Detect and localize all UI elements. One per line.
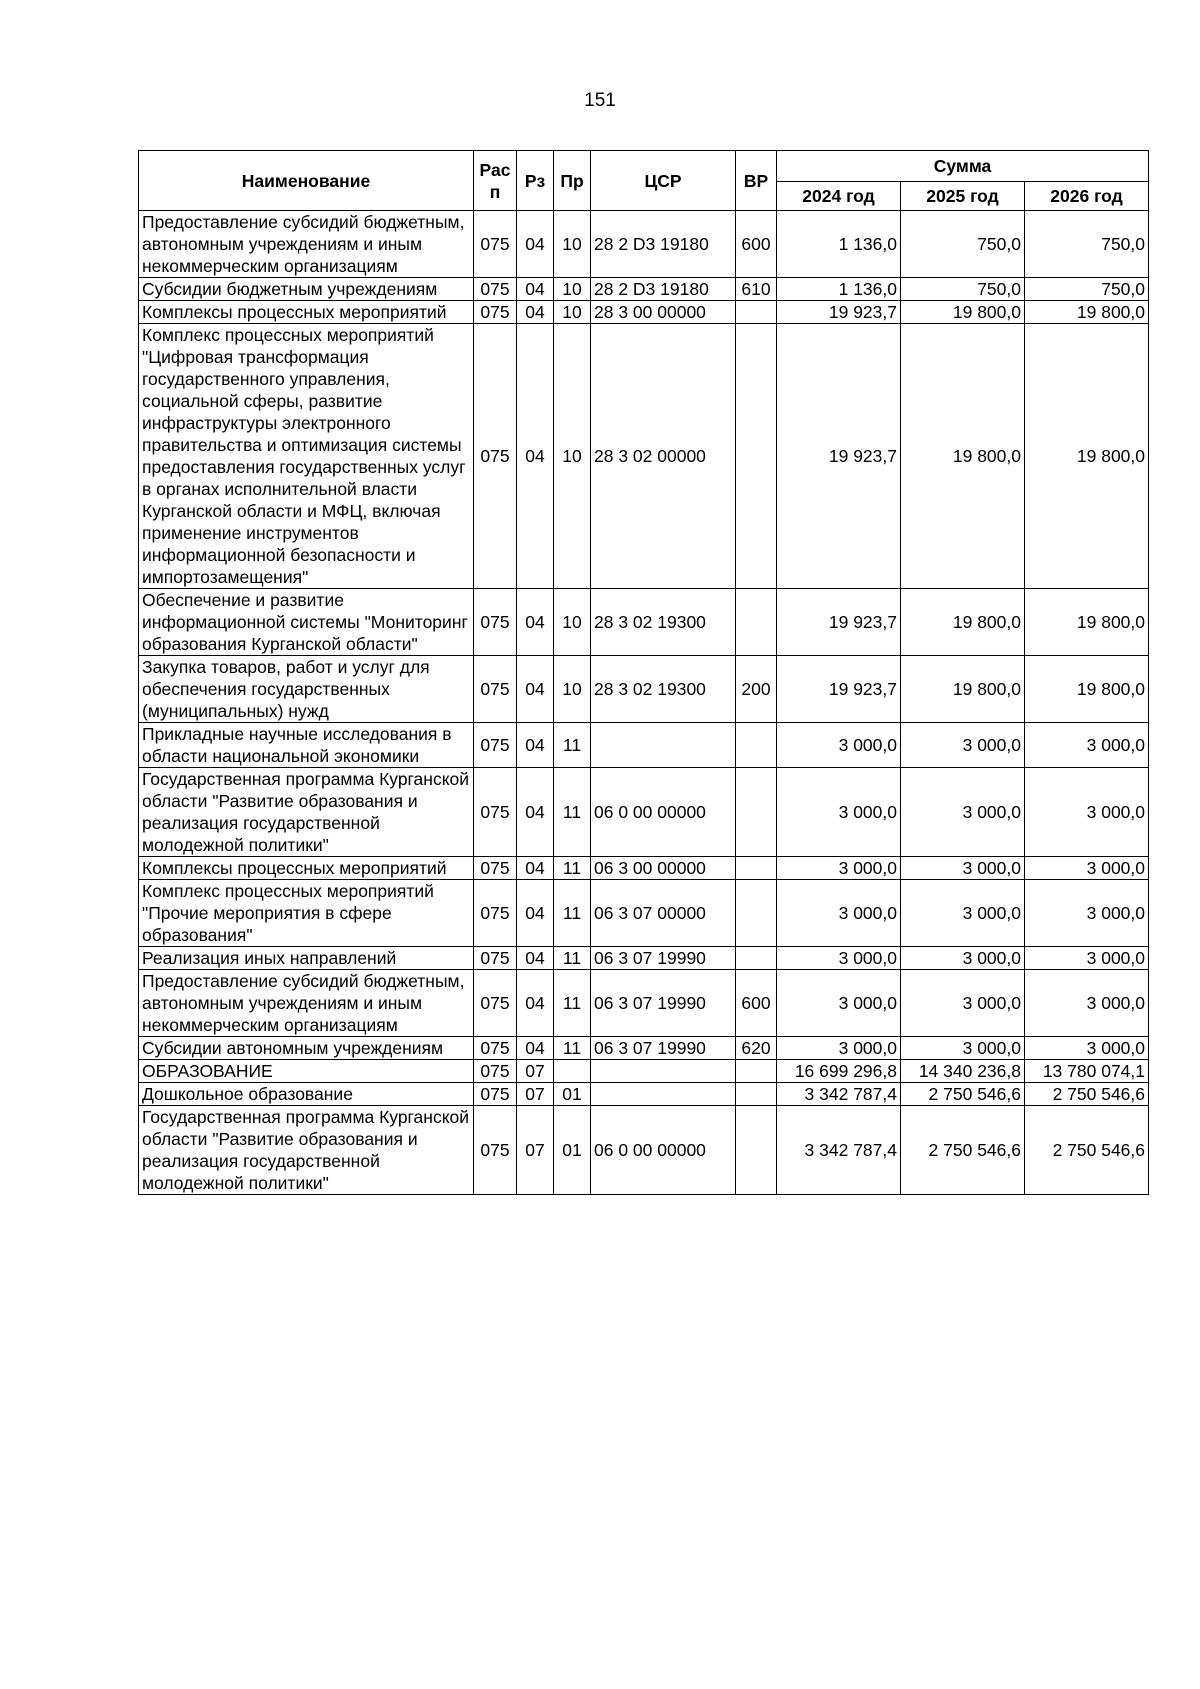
cell-name: Предоставление субсидий бюджетным, автономным учреждениям и иным некоммерческим организациям — [139, 211, 474, 278]
table-row — [139, 857, 1149, 880]
cell-pr: 11 — [554, 857, 591, 880]
cell-pr: 11 — [554, 768, 591, 857]
cell-vr: 600 — [736, 970, 777, 1037]
cell-rz: 04 — [517, 880, 554, 947]
cell-pr: 10 — [554, 656, 591, 723]
cell-rasp: 075 — [474, 947, 517, 970]
cell-name: Комплексы процессных мероприятий — [139, 301, 474, 324]
cell-rz: 04 — [517, 947, 554, 970]
cell-rasp: 075 — [474, 589, 517, 656]
cell-rz: 04 — [517, 1037, 554, 1060]
cell-sum-2025: 2 750 546,6 — [901, 1083, 1025, 1106]
cell-rasp: 075 — [474, 1037, 517, 1060]
cell-pr: 10 — [554, 278, 591, 301]
table-row — [139, 589, 1149, 656]
header-rz: Рз — [517, 151, 554, 211]
cell-csr: 06 3 00 00000 — [591, 857, 736, 880]
cell-name: Субсидии автономным учреждениям — [139, 1037, 474, 1060]
cell-pr: 10 — [554, 589, 591, 656]
cell-csr: 28 2 D3 19180 — [591, 278, 736, 301]
cell-csr: 06 3 07 19990 — [591, 1037, 736, 1060]
table-header — [139, 151, 1149, 211]
cell-vr: 610 — [736, 278, 777, 301]
cell-name: Реализация иных направлений — [139, 947, 474, 970]
cell-csr — [591, 723, 736, 768]
cell-vr — [736, 857, 777, 880]
cell-vr — [736, 301, 777, 324]
cell-name: Государственная программа Курганской области "Развитие образования и реализация государственной молодежной политики" — [139, 768, 474, 857]
cell-sum-2025: 3 000,0 — [901, 723, 1025, 768]
cell-rz: 04 — [517, 589, 554, 656]
header-year-2025: 2025 год — [901, 182, 1025, 211]
cell-sum-2026: 3 000,0 — [1025, 723, 1149, 768]
cell-sum-2024: 19 923,7 — [777, 301, 901, 324]
cell-csr — [591, 1083, 736, 1106]
cell-rz: 04 — [517, 723, 554, 768]
cell-name: ОБРАЗОВАНИЕ — [139, 1060, 474, 1083]
cell-sum-2025: 19 800,0 — [901, 324, 1025, 589]
cell-pr: 11 — [554, 1037, 591, 1060]
cell-sum-2024: 16 699 296,8 — [777, 1060, 901, 1083]
cell-vr — [736, 768, 777, 857]
cell-csr: 28 3 02 19300 — [591, 656, 736, 723]
cell-sum-2024: 3 342 787,4 — [777, 1106, 901, 1195]
cell-rz: 04 — [517, 970, 554, 1037]
cell-rasp: 075 — [474, 857, 517, 880]
cell-sum-2026: 2 750 546,6 — [1025, 1106, 1149, 1195]
table-row — [139, 301, 1149, 324]
cell-csr — [591, 1060, 736, 1083]
table-row — [139, 1083, 1149, 1106]
cell-rz: 07 — [517, 1106, 554, 1195]
cell-sum-2024: 3 000,0 — [777, 970, 901, 1037]
cell-rasp: 075 — [474, 211, 517, 278]
table-row — [139, 1060, 1149, 1083]
cell-name: Обеспечение и развитие информационной системы "Мониторинг образования Курганской области" — [139, 589, 474, 656]
cell-rz: 04 — [517, 857, 554, 880]
cell-sum-2026: 3 000,0 — [1025, 970, 1149, 1037]
cell-pr: 01 — [554, 1083, 591, 1106]
cell-sum-2026: 3 000,0 — [1025, 1037, 1149, 1060]
cell-rz: 04 — [517, 656, 554, 723]
cell-rasp: 075 — [474, 768, 517, 857]
cell-sum-2026: 2 750 546,6 — [1025, 1083, 1149, 1106]
cell-vr — [736, 324, 777, 589]
cell-sum-2025: 3 000,0 — [901, 1037, 1025, 1060]
cell-sum-2024: 3 000,0 — [777, 723, 901, 768]
cell-rasp: 075 — [474, 278, 517, 301]
cell-sum-2025: 750,0 — [901, 278, 1025, 301]
cell-vr — [736, 1060, 777, 1083]
cell-sum-2024: 19 923,7 — [777, 324, 901, 589]
cell-name: Закупка товаров, работ и услуг для обеспечения государственных (муниципальных) нужд — [139, 656, 474, 723]
cell-sum-2026: 750,0 — [1025, 278, 1149, 301]
cell-vr — [736, 947, 777, 970]
cell-sum-2026: 3 000,0 — [1025, 857, 1149, 880]
table-row — [139, 278, 1149, 301]
cell-sum-2026: 13 780 074,1 — [1025, 1060, 1149, 1083]
cell-pr: 11 — [554, 880, 591, 947]
cell-rz: 07 — [517, 1083, 554, 1106]
cell-csr: 06 0 00 00000 — [591, 768, 736, 857]
cell-rz: 04 — [517, 768, 554, 857]
cell-rasp: 075 — [474, 1083, 517, 1106]
cell-rasp: 075 — [474, 970, 517, 1037]
cell-sum-2025: 19 800,0 — [901, 301, 1025, 324]
cell-sum-2026: 3 000,0 — [1025, 768, 1149, 857]
cell-sum-2025: 2 750 546,6 — [901, 1106, 1025, 1195]
cell-sum-2025: 750,0 — [901, 211, 1025, 278]
cell-vr: 200 — [736, 656, 777, 723]
table-row — [139, 324, 1149, 589]
table-row — [139, 1037, 1149, 1060]
cell-sum-2024: 3 000,0 — [777, 857, 901, 880]
table-row — [139, 970, 1149, 1037]
header-sum: Сумма — [777, 151, 1149, 182]
cell-pr: 10 — [554, 211, 591, 278]
table-row — [139, 768, 1149, 857]
cell-name: Предоставление субсидий бюджетным, автономным учреждениям и иным некоммерческим организациям — [139, 970, 474, 1037]
cell-vr — [736, 1106, 777, 1195]
cell-pr: 10 — [554, 301, 591, 324]
cell-pr: 10 — [554, 324, 591, 589]
header-vr: ВР — [736, 151, 777, 211]
cell-vr — [736, 723, 777, 768]
cell-name: Прикладные научные исследования в области национальной экономики — [139, 723, 474, 768]
cell-name: Комплексы процессных мероприятий — [139, 857, 474, 880]
cell-vr: 600 — [736, 211, 777, 278]
cell-sum-2026: 19 800,0 — [1025, 589, 1149, 656]
cell-rasp: 075 — [474, 723, 517, 768]
cell-vr — [736, 880, 777, 947]
cell-vr: 620 — [736, 1037, 777, 1060]
cell-csr: 06 3 07 19990 — [591, 970, 736, 1037]
cell-name: Дошкольное образование — [139, 1083, 474, 1106]
cell-sum-2024: 19 923,7 — [777, 589, 901, 656]
cell-pr: 11 — [554, 947, 591, 970]
cell-sum-2024: 3 342 787,4 — [777, 1083, 901, 1106]
cell-sum-2024: 19 923,7 — [777, 656, 901, 723]
cell-sum-2024: 3 000,0 — [777, 947, 901, 970]
cell-sum-2026: 750,0 — [1025, 211, 1149, 278]
cell-sum-2025: 19 800,0 — [901, 589, 1025, 656]
cell-rasp: 075 — [474, 1106, 517, 1195]
cell-csr: 28 3 02 00000 — [591, 324, 736, 589]
cell-name: Комплекс процессных мероприятий "Цифровая трансформация государственного управления, социальной сферы, развитие инфраструктуры электронного правительства и оптимизация системы предоставления государственных услуг в органах исполнительной власти Курганской области и МФЦ, включая применение инструментов информационной безопасности и импортозамещения" — [139, 324, 474, 589]
cell-sum-2025: 19 800,0 — [901, 656, 1025, 723]
cell-sum-2024: 1 136,0 — [777, 278, 901, 301]
table-row — [139, 656, 1149, 723]
cell-rasp: 075 — [474, 656, 517, 723]
table-row — [139, 723, 1149, 768]
cell-sum-2026: 19 800,0 — [1025, 656, 1149, 723]
header-pr: Пр — [554, 151, 591, 211]
table-body — [139, 211, 1149, 1195]
cell-rz: 04 — [517, 324, 554, 589]
cell-sum-2024: 3 000,0 — [777, 768, 901, 857]
cell-vr — [736, 589, 777, 656]
cell-pr: 01 — [554, 1106, 591, 1195]
cell-csr: 06 3 07 00000 — [591, 880, 736, 947]
cell-csr: 28 2 D3 19180 — [591, 211, 736, 278]
table-row — [139, 1106, 1149, 1195]
cell-sum-2025: 3 000,0 — [901, 768, 1025, 857]
cell-sum-2024: 3 000,0 — [777, 1037, 901, 1060]
cell-sum-2026: 3 000,0 — [1025, 947, 1149, 970]
header-csr: ЦСР — [591, 151, 736, 211]
cell-sum-2025: 3 000,0 — [901, 857, 1025, 880]
cell-rz: 04 — [517, 301, 554, 324]
cell-rasp: 075 — [474, 324, 517, 589]
cell-csr: 06 0 00 00000 — [591, 1106, 736, 1195]
cell-rz: 04 — [517, 278, 554, 301]
cell-name: Комплекс процессных мероприятий "Прочие мероприятия в сфере образования" — [139, 880, 474, 947]
cell-sum-2026: 19 800,0 — [1025, 301, 1149, 324]
header-name: Наименование — [139, 151, 474, 211]
header-year-2026: 2026 год — [1025, 182, 1149, 211]
cell-csr: 06 3 07 19990 — [591, 947, 736, 970]
cell-sum-2024: 1 136,0 — [777, 211, 901, 278]
cell-pr: 11 — [554, 970, 591, 1037]
budget-table — [138, 150, 1149, 1195]
cell-sum-2024: 3 000,0 — [777, 880, 901, 947]
cell-sum-2025: 14 340 236,8 — [901, 1060, 1025, 1083]
cell-pr — [554, 1060, 591, 1083]
cell-pr: 11 — [554, 723, 591, 768]
table-row — [139, 211, 1149, 278]
cell-name: Государственная программа Курганской области "Развитие образования и реализация государственной молодежной политики" — [139, 1106, 474, 1195]
cell-sum-2026: 19 800,0 — [1025, 324, 1149, 589]
header-rasp: Рас п — [474, 151, 517, 211]
cell-csr: 28 3 02 19300 — [591, 589, 736, 656]
cell-vr — [736, 1083, 777, 1106]
header-year-2024: 2024 год — [777, 182, 901, 211]
cell-rasp: 075 — [474, 1060, 517, 1083]
cell-rasp: 075 — [474, 301, 517, 324]
cell-sum-2026: 3 000,0 — [1025, 880, 1149, 947]
cell-rasp: 075 — [474, 880, 517, 947]
table-row — [139, 880, 1149, 947]
page-number: 151 — [584, 90, 616, 111]
cell-rz: 04 — [517, 211, 554, 278]
table-row — [139, 947, 1149, 970]
cell-sum-2025: 3 000,0 — [901, 970, 1025, 1037]
cell-sum-2025: 3 000,0 — [901, 880, 1025, 947]
cell-name: Субсидии бюджетным учреждениям — [139, 278, 474, 301]
cell-csr: 28 3 00 00000 — [591, 301, 736, 324]
cell-sum-2025: 3 000,0 — [901, 947, 1025, 970]
cell-rz: 07 — [517, 1060, 554, 1083]
